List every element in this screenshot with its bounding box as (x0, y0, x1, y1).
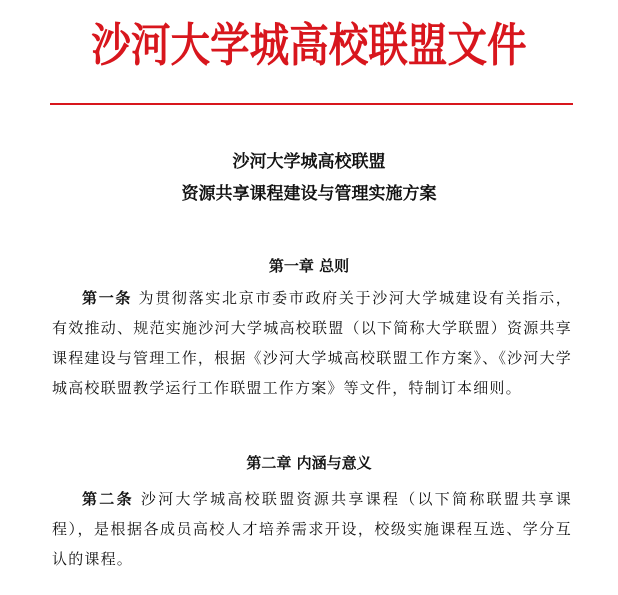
article-2-label: 第二条 (82, 490, 134, 508)
document-masthead: 沙河大学城高校联盟文件 (91, 18, 527, 72)
document-title-line-1: 沙河大学城高校联盟 (232, 152, 386, 172)
article-1-text: 为贯彻落实北京市委市政府关于沙河大学城建设有关指示，有效推动、规范实施沙河大学城高校联盟（以下简称大学联盟）资源共享课程建设与管理工作，根据《沙河大学城高校联盟工作方案》、《沙河大学城高校联盟教学运行工作联盟工作方案》等文件，特制订本细则。 (52, 289, 573, 397)
masthead-red-rule (50, 103, 573, 105)
article-2-text: 沙河大学城高校联盟资源共享课程（以下简称联盟共享课程），是根据各成员高校人才培养需求开设，校级实施课程互选、学分互认的课程。 (52, 490, 572, 568)
chapter-1-heading: 第一章 总则 (268, 257, 350, 275)
article-1-label: 第一条 (82, 289, 133, 307)
article-1-paragraph (52, 283, 572, 403)
article-2-paragraph (52, 484, 572, 574)
chapter-2-heading: 第二章 内涵与意义 (246, 454, 372, 472)
document-title-line-2: 资源共享课程建设与管理实施方案 (181, 184, 437, 204)
